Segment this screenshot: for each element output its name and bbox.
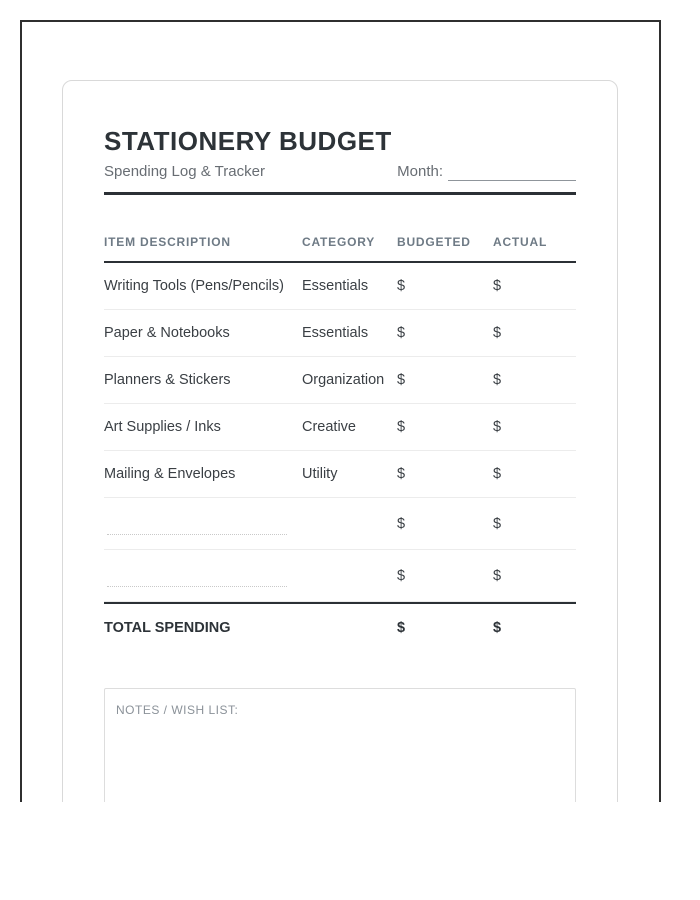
actual-amount-field[interactable]: $ xyxy=(493,278,502,294)
month-label: Month: xyxy=(397,163,443,180)
notes-label: NOTES / WISH LIST: xyxy=(116,703,239,717)
category-cell: Essentials xyxy=(302,278,369,294)
actual-amount-field[interactable]: $ xyxy=(493,372,502,388)
table-row xyxy=(104,451,576,498)
item-description-cell: Writing Tools (Pens/Pencils) xyxy=(104,278,284,294)
budget-table xyxy=(104,235,576,652)
actual-amount-field[interactable]: $ xyxy=(493,325,502,341)
table-row xyxy=(104,357,576,404)
month-field-group xyxy=(397,163,576,181)
table-header-row xyxy=(104,235,576,263)
page-title: STATIONERY BUDGET xyxy=(104,126,392,156)
category-cell: Organization xyxy=(302,372,385,388)
header-actual: ACTUAL xyxy=(493,235,548,249)
notes-wish-list-area[interactable] xyxy=(104,688,576,802)
budgeted-amount-field[interactable]: $ xyxy=(397,419,406,435)
table-row xyxy=(104,310,576,357)
category-cell: Essentials xyxy=(302,325,369,341)
table-row-blank xyxy=(104,550,576,602)
table-row-blank xyxy=(104,498,576,550)
header-item-description: ITEM DESCRIPTION xyxy=(104,235,231,249)
budgeted-amount-field[interactable]: $ xyxy=(397,325,406,341)
header-budgeted: BUDGETED xyxy=(397,235,471,249)
item-description-cell: Art Supplies / Inks xyxy=(104,419,221,435)
item-description-cell: Paper & Notebooks xyxy=(104,325,230,341)
item-description-cell: Mailing & Envelopes xyxy=(104,466,236,482)
month-input-line[interactable] xyxy=(448,165,576,181)
category-cell: Utility xyxy=(302,466,338,482)
document-frame xyxy=(20,20,661,802)
total-budgeted-field[interactable]: $ xyxy=(397,620,406,636)
total-spending-row xyxy=(104,604,576,652)
header-category: CATEGORY xyxy=(302,235,376,249)
actual-amount-field[interactable]: $ xyxy=(493,515,502,532)
item-description-cell: Planners & Stickers xyxy=(104,372,231,388)
budgeted-amount-field[interactable]: $ xyxy=(397,466,406,482)
table-row xyxy=(104,263,576,310)
category-cell: Creative xyxy=(302,419,356,435)
total-actual-field[interactable]: $ xyxy=(493,620,502,636)
header-divider xyxy=(104,192,576,195)
budgeted-amount-field[interactable]: $ xyxy=(397,567,406,584)
budgeted-amount-field[interactable]: $ xyxy=(397,515,406,532)
actual-amount-field[interactable]: $ xyxy=(493,567,502,584)
subtitle-row xyxy=(104,163,576,181)
table-row xyxy=(104,404,576,451)
page-subtitle: Spending Log & Tracker xyxy=(104,163,265,180)
dotted-fill-line xyxy=(107,534,287,535)
dotted-fill-line xyxy=(107,586,287,587)
actual-amount-field[interactable]: $ xyxy=(493,419,502,435)
budgeted-amount-field[interactable]: $ xyxy=(397,372,406,388)
total-spending-label: TOTAL SPENDING xyxy=(104,620,231,636)
budgeted-amount-field[interactable]: $ xyxy=(397,278,406,294)
budget-card xyxy=(62,80,618,802)
actual-amount-field[interactable]: $ xyxy=(493,466,502,482)
